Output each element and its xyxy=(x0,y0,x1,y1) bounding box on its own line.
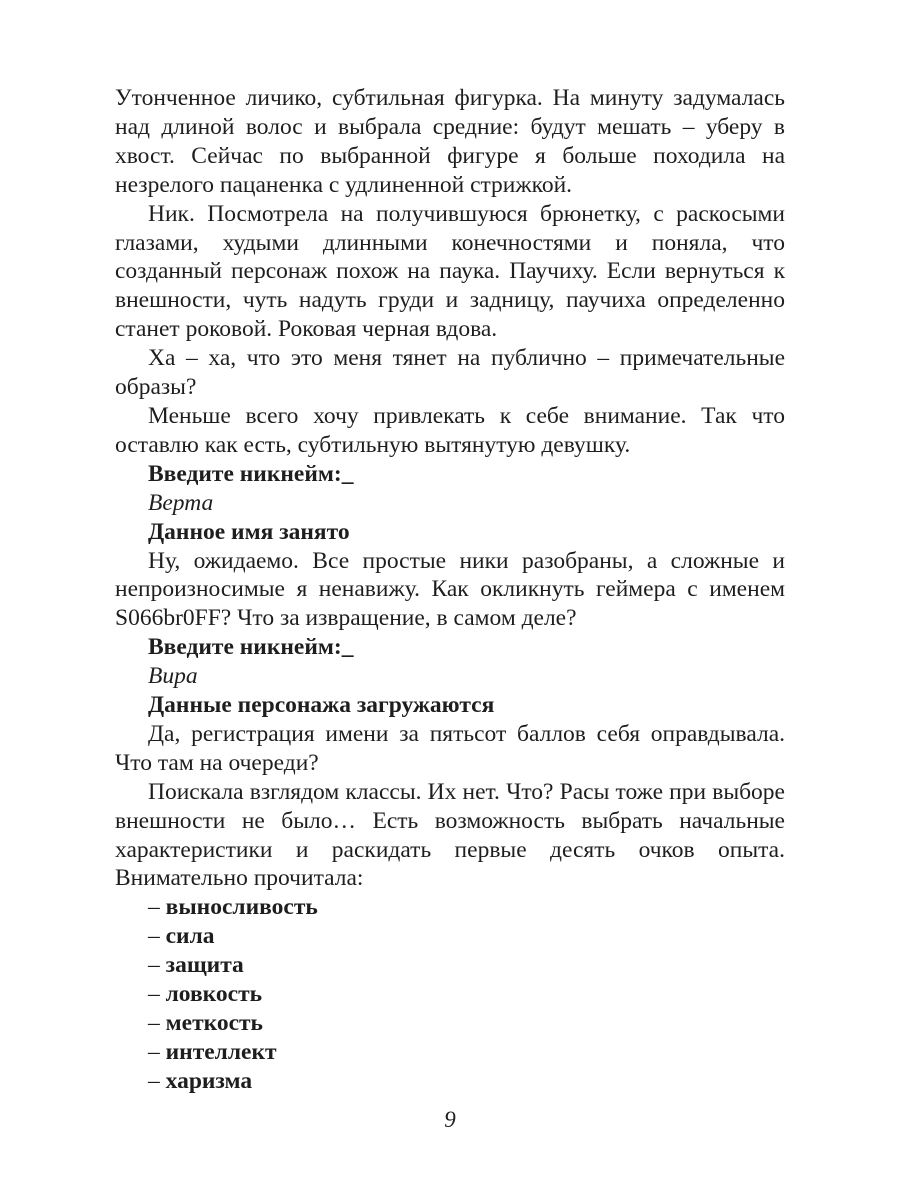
nickname-prompt-1: Введите никнейм:_ xyxy=(148,460,354,487)
paragraph-registration: Да, регистрация имени за пятьсот баллов себя оправдывала. Что там на очереди? xyxy=(115,720,785,776)
paragraph-nicknames: Ну, ожидаемо. Все простые ники разобраны, а сложные и непроизносимые я ненавижу. Как окликнуть геймера с именем S066br0FF? Что за извращение, в самом деле? xyxy=(115,547,785,632)
stat-item xyxy=(115,893,785,922)
typed-nickname-1: Верта xyxy=(148,489,214,516)
paragraph-classes: Поискала взглядом классы. Их нет. Что? Расы тоже при выборе внешности не было… Есть возможность выбрать начальные характеристики и раскидать первые десять очков опыта. Внимательно прочитала: xyxy=(115,778,785,892)
list-dash: – xyxy=(148,1067,166,1094)
stat-item xyxy=(115,980,785,1009)
list-dash: – xyxy=(148,923,166,950)
stat-item xyxy=(115,1009,785,1038)
nickname-prompt-2: Введите никнейм:_ xyxy=(148,634,354,661)
list-dash: – xyxy=(148,952,166,979)
book-page xyxy=(115,84,785,1096)
stat-label: защита xyxy=(165,952,244,979)
page-number: 9 xyxy=(444,1107,456,1132)
stat-label: сила xyxy=(165,923,215,950)
stat-item xyxy=(115,1067,785,1096)
stat-item xyxy=(115,922,785,951)
stat-label: меткость xyxy=(165,1010,263,1036)
stat-label: ловкость xyxy=(165,981,263,1008)
typed-nickname-2: Вира xyxy=(148,663,198,690)
stat-item xyxy=(115,951,785,980)
stat-label: выносливость xyxy=(165,894,318,921)
paragraph-attention: Меньше всего хочу привлекать к себе внимание. Так что оставлю как есть, субтильную вытянутую девушку. xyxy=(115,402,785,458)
paragraph-nick-spider: Ник. Посмотрела на получившуюся брюнетку, с раскосыми глазами, худыми длинными конечностями и поняла, что созданный персонаж похож на паука. Паучиху. Если вернуться к внешности, чуть надуть груди и задницу, паучиха определенно станет роковой. Роковая черная вдова. xyxy=(115,200,785,343)
system-response-loading: Данные персонажа загружаются xyxy=(148,692,495,719)
stat-item xyxy=(115,1038,785,1067)
list-dash: – xyxy=(148,1010,166,1036)
list-dash: – xyxy=(148,981,166,1008)
paragraph-appearance: Утонченное личико, субтильная фигурка. На минуту задумалась над длиной волос и выбрала средние: будут мешать – уберу в хвост. Сейчас по выбранной фигуре я больше походила на незрелого пацаненка с удлиненной стрижкой. xyxy=(115,85,785,198)
list-dash: – xyxy=(148,894,166,921)
stat-label: интеллект xyxy=(165,1038,277,1065)
list-dash: – xyxy=(148,1038,166,1065)
stats-list xyxy=(115,893,785,1095)
paragraph-ha-ha: Ха – ха, что это меня тянет на публично – примечательные образы? xyxy=(115,345,785,401)
stat-label: харизма xyxy=(165,1067,253,1094)
system-response-name-taken: Данное имя занято xyxy=(148,518,350,545)
